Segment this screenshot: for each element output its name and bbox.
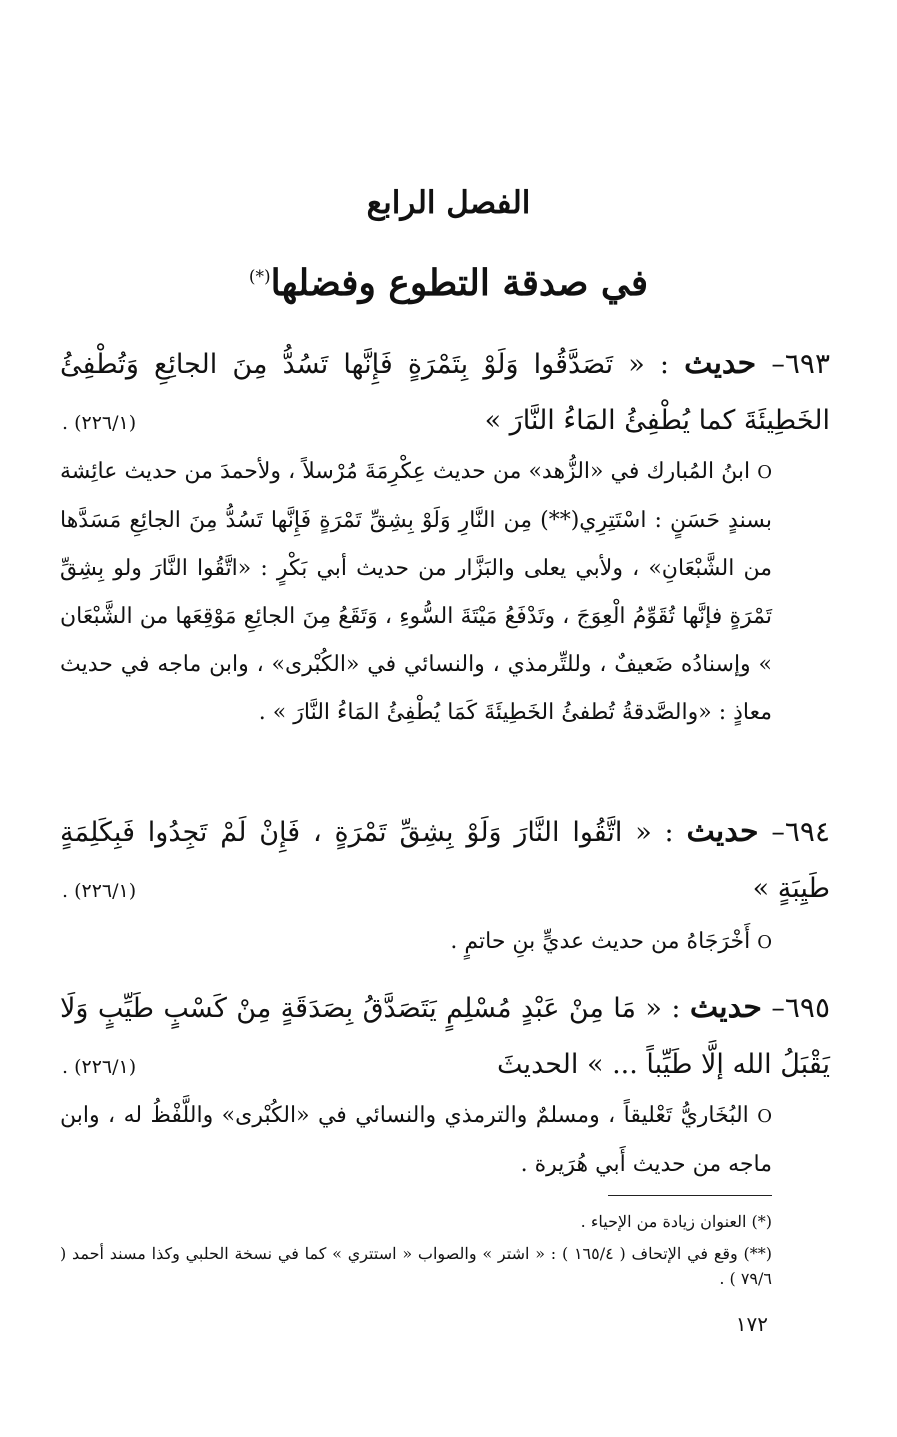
- bullet-icon: O: [757, 1106, 772, 1127]
- hadith-reference: . (٢٢٦/١): [62, 1056, 137, 1078]
- hadith-number: ٦٩٥: [784, 991, 830, 1024]
- page-number: ١٧٢: [735, 1312, 768, 1336]
- hadith-commentary: [60, 918, 772, 967]
- hadith-text: : « تَصَدَّقُوا وَلَوْ بِتَمْرَةٍ فَإِنَّها تَسُدُّ مِنَ الجائِعِ وَتُطْفِئُ الخَطِيئَةَ كما يُطْفِئُ المَاءُ النَّارَ »: [60, 349, 830, 436]
- commentary-text: البُخَاريُّ تَعْليقاً ، ومسلمٌ والترمذي والنسائي في «الكُبْرى» واللَّفْظُ له ، وابن ماجه من حديث أَبي هُرَيرة .: [60, 1103, 772, 1177]
- hadith-text: : « مَا مِنْ عَبْدٍ مُسْلِمٍ يَتَصَدَّقُ بِصَدَقَةٍ مِنْ كَسْبٍ طَيِّبٍ وَلَا يَقْبَلُ الله إلَّا طَيِّباً ... » الحديثَ: [60, 993, 830, 1080]
- footnote-divider: [608, 1195, 772, 1196]
- hadith-commentary: [60, 1092, 772, 1189]
- hadith-label: حديث: [684, 346, 757, 381]
- hadith-number: ٦٩٣: [784, 347, 830, 380]
- hadith-693: ٦٩٣– حديث : « تَصَدَّقُوا وَلَوْ بِتَمْرَةٍ فَإِنَّها تَسُدُّ مِنَ الجائِعِ وَتُطْفِئُ الخَطِيئَةَ كما يُطْفِئُ المَاءُ النَّارَ »: [60, 346, 830, 436]
- footnote-2: (**) وقع في الإتحاف ( ١٦٥/٤ ) : « اشتر » والصواب « استتري » كما في نسخة الحلبي وكذا مسند أحمد ( ٧٩/٦ ) .: [60, 1244, 772, 1288]
- bullet-icon: O: [757, 932, 772, 953]
- hadith-694: ٦٩٤– حديث : « اتَّقُوا النَّارَ وَلَوْ بِشِقِّ تَمْرَةٍ ، فَإِنْ لَمْ تَجِدُوا فَبِكَلِمَةٍ طَيِبَةٍ »: [60, 814, 830, 904]
- hadith-label: حديث: [689, 990, 762, 1025]
- hadith-reference: . (٢٢٦/١): [62, 880, 137, 902]
- hadith-text: : « اتَّقُوا النَّارَ وَلَوْ بِشِقِّ تَمْرَةٍ ، فَإِنْ لَمْ تَجِدُوا فَبِكَلِمَةٍ طَيِبَةٍ »: [60, 817, 830, 904]
- footnote-1: (*) العنوان زيادة من الإحياء .: [580, 1212, 772, 1231]
- hadith-number: ٦٩٤: [784, 815, 830, 848]
- section-title: [0, 262, 897, 304]
- chapter-title: الفصل الرابع: [366, 185, 531, 221]
- bullet-icon: O: [757, 462, 772, 483]
- section-note-mark: (*): [248, 267, 271, 287]
- hadith-reference: . (٢٢٦/١): [62, 412, 137, 434]
- commentary-text: ابنُ المُبارك في «الزُّهد» من حديث عِكْرِمَةَ مُرْسلاً ، ولأحمدَ من حديث عائِشة بسندٍ حَسَنٍ : اسْتَتِرِي(**) مِن النَّارِ وَلَوْ بِشِقِّ تَمْرَةٍ فَإِنَّها تَسُدُّ مِنَ الجائِعِ مَسَدَّها من الشَّبْعَانِ» ، ولأبي يعلى والبَزَّار من حديث أبي بَكْرٍ : «اتَّقُوا النَّارَ ولو بِشِقِّ تَمْرَةٍ فإنَّها تُقَوِّمُ الْعِوَجَ ، وتَدْفَعُ مَيْتَةَ السُّوءِ ، وَتَقَعُ مِنَ الجائِعِ مَوْقِعَها من الشَّبْعَان » وإسنادُه ضَعيفٌ ، وللتِّرمذي ، والنسائي في «الكُبْرى» ، وابن ماجه في حديث معاذٍ : «والصَّدقةُ تُطفئُ الخَطِيئَةَ كَمَا يُطْفِئُ المَاءُ النَّارَ » .: [60, 459, 772, 725]
- hadith-commentary: [60, 448, 772, 737]
- hadith-label: حديث: [686, 814, 759, 849]
- hadith-695: ٦٩٥– حديث : « مَا مِنْ عَبْدٍ مُسْلِمٍ يَتَصَدَّقُ بِصَدَقَةٍ مِنْ كَسْبٍ طَيِّبٍ وَلَا يَقْبَلُ الله إلَّا طَيِّباً ... » الحديثَ: [60, 990, 830, 1080]
- commentary-text: أَخْرَجَاهُ من حديث عديٍّ بنِ حاتمٍ .: [450, 929, 751, 954]
- section-title-text: في صدقة التطوع وفضلها: [270, 262, 649, 304]
